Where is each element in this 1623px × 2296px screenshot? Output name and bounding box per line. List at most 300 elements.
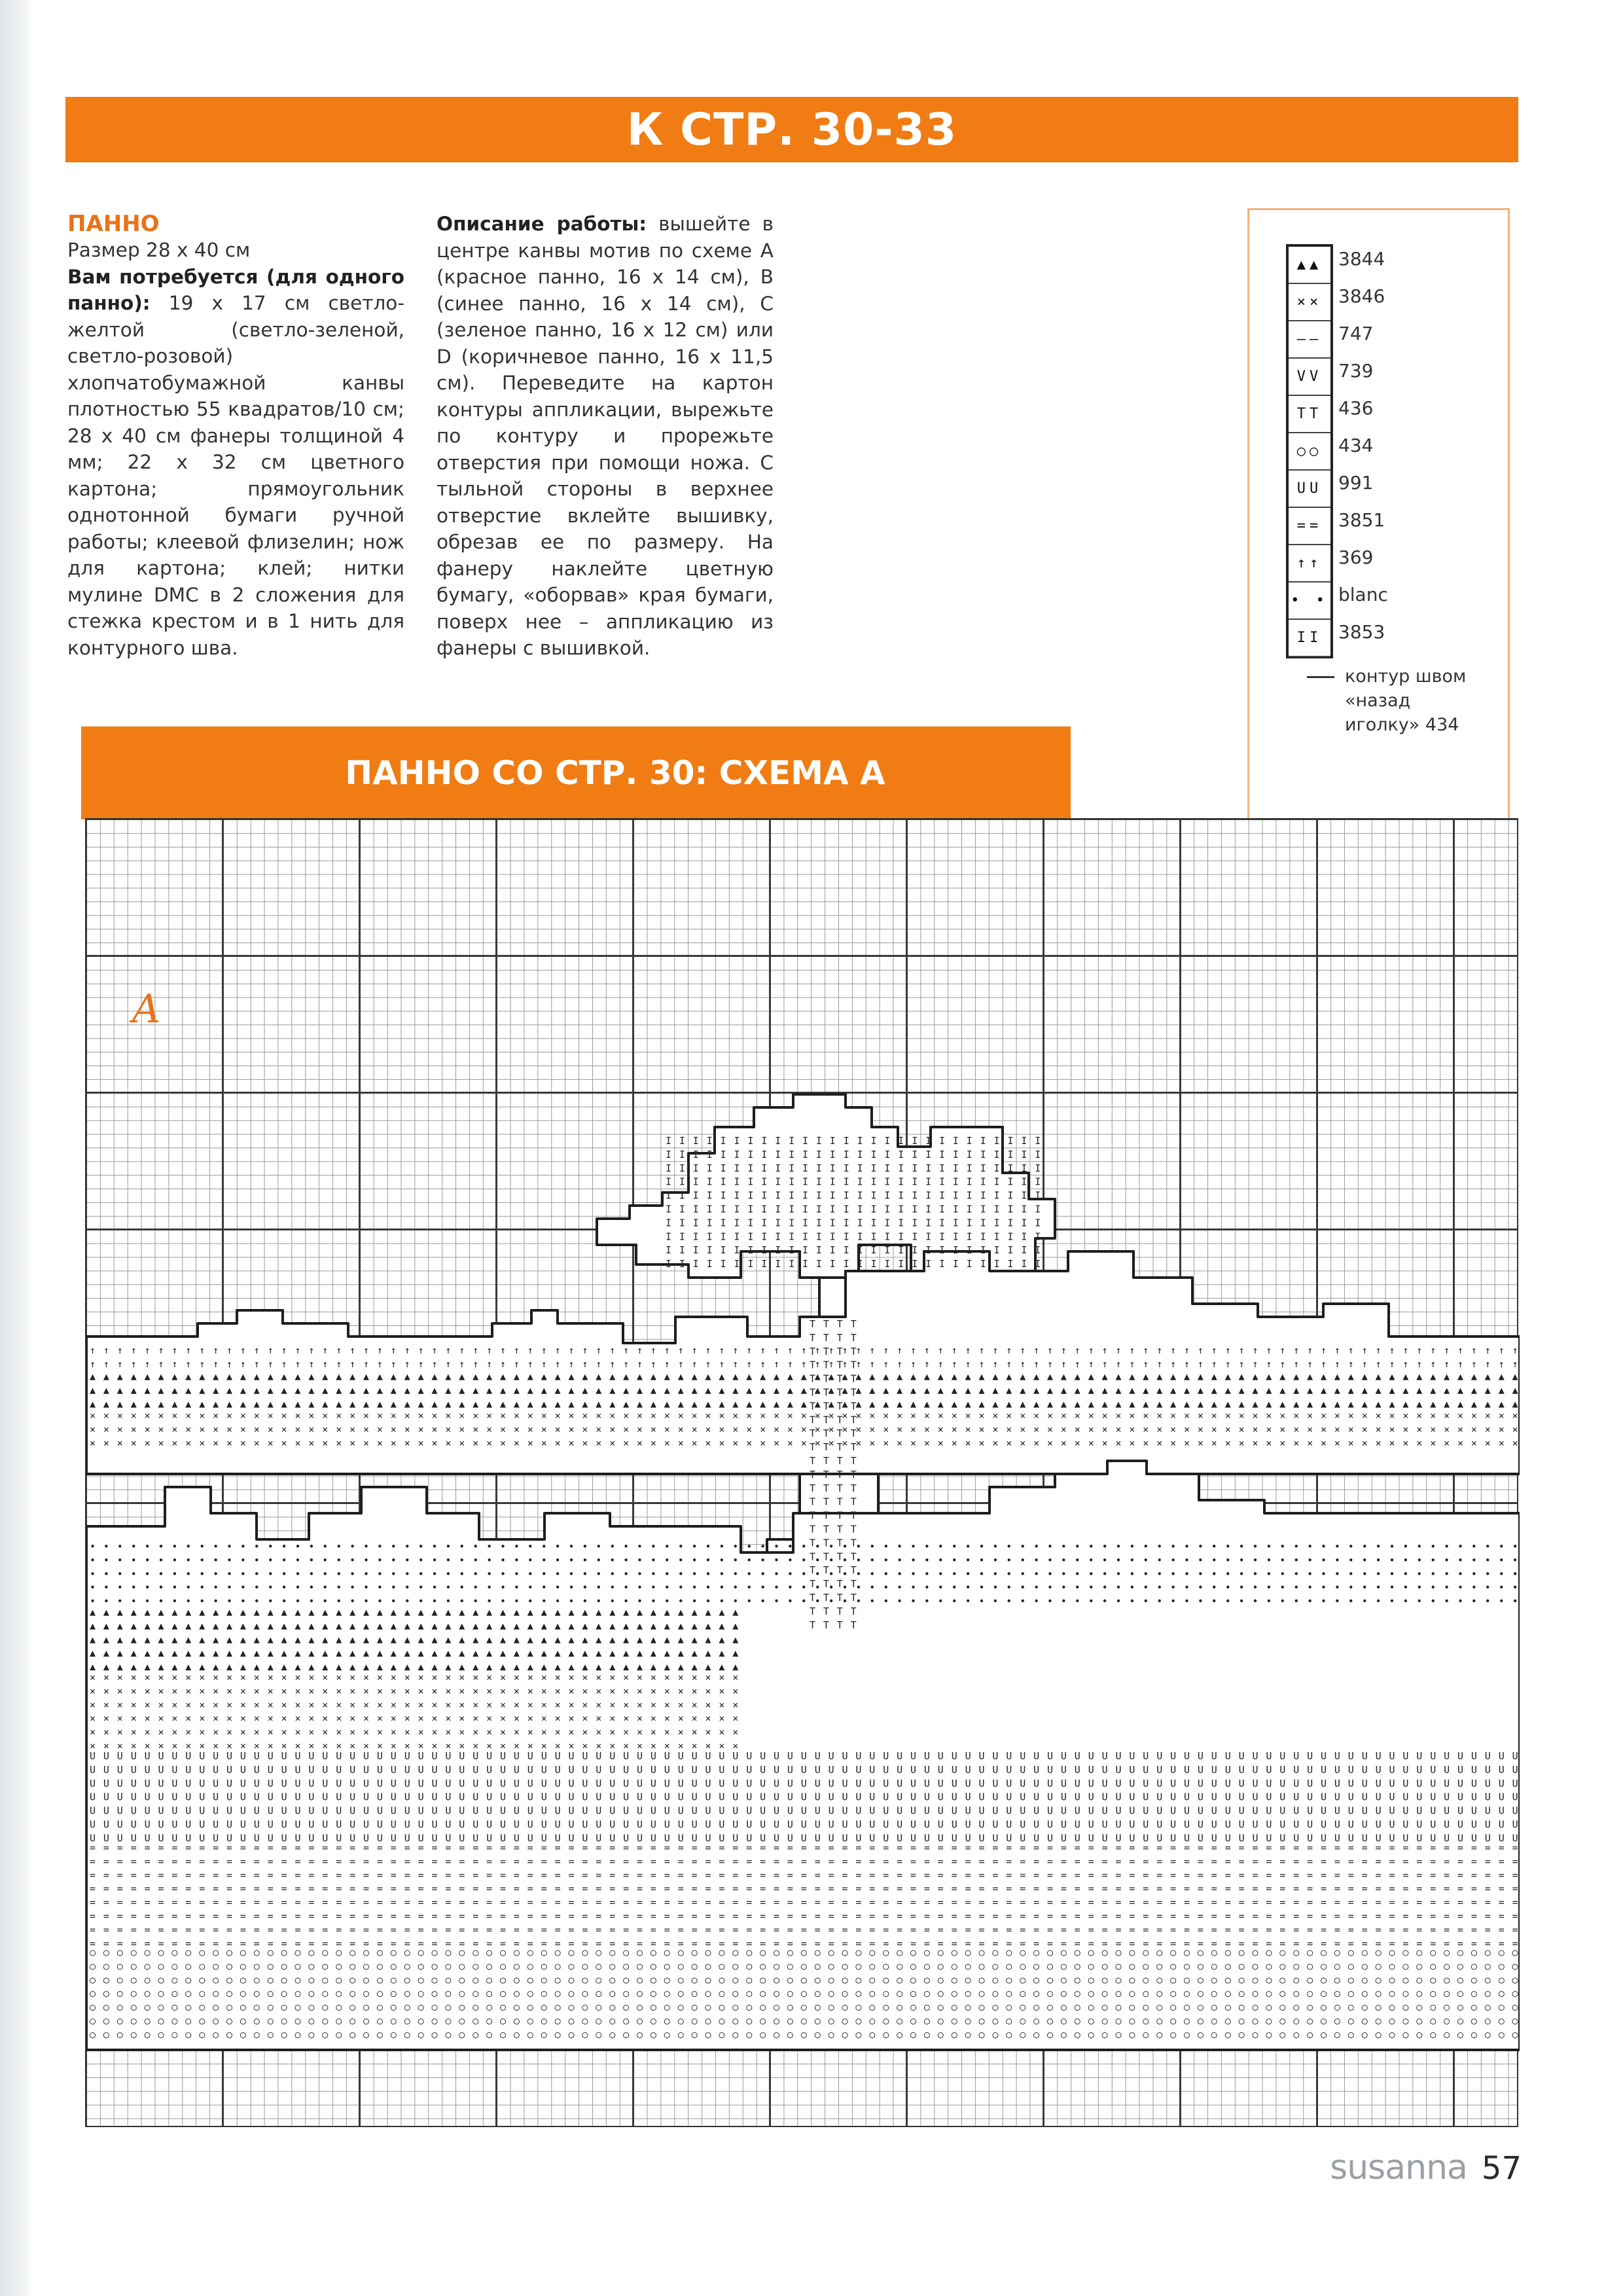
stitch-symbol: = [937,1842,944,1854]
stitch-symbol: • [158,1581,164,1594]
stitch-symbol: • [1020,1568,1026,1580]
stitch-symbol: U [1006,1750,1012,1762]
stitch-symbol: • [1129,1568,1135,1580]
stitch-symbol: ▲ [376,1633,383,1645]
stitch-symbol: ▲ [349,1371,356,1382]
stitch-symbol: • [1088,1554,1094,1566]
stitch-symbol: ○ [281,1973,287,1986]
stitch-symbol: × [719,1437,725,1449]
stitch-symbol: × [473,1685,479,1697]
stitch-symbol: ○ [1211,2028,1217,2041]
stitch-symbol: • [1115,1581,1122,1594]
stitch-symbol: × [390,1672,397,1683]
stitch-symbol: ○ [445,1960,452,1972]
stitch-symbol: U [376,1777,383,1789]
stitch-symbol: ▲ [363,1397,370,1410]
stitch-symbol: U [226,1777,233,1789]
stitch-symbol: U [103,1750,109,1762]
stitch-symbol: ↑ [1266,1357,1272,1370]
stitch-symbol: U [1307,1750,1313,1762]
legend-swatch-3853: II [1289,620,1330,657]
stitch-symbol: = [1101,1842,1108,1854]
stitch-symbol: ○ [897,2015,903,2027]
stitch-symbol: = [582,1896,588,1909]
stitch-symbol: = [923,1910,930,1922]
stitch-symbol: • [1279,1581,1286,1594]
stitch-symbol: = [1143,1855,1149,1867]
stitch-symbol: × [445,1423,452,1435]
stitch-symbol: I [1007,1217,1014,1229]
stitch-symbol: = [431,1882,438,1895]
stitch-symbol: ▲ [705,1397,711,1410]
stitch-symbol: ○ [90,1960,96,1972]
stitch-symbol: = [1402,1842,1409,1854]
stitch-symbol: = [691,1882,698,1895]
stitch-symbol: U [253,1818,260,1831]
stitch-symbol: • [130,1595,137,1607]
stitch-symbol: × [582,1698,588,1711]
stitch-symbol: ○ [719,2028,725,2041]
stitch-symbol: U [1334,1818,1340,1831]
stitch-symbol: ▲ [951,1371,957,1382]
stitch-symbol: × [459,1437,465,1449]
stitch-symbol: ▲ [363,1606,370,1618]
stitch-symbol: U [677,1818,684,1831]
stitch-symbol: • [609,1554,616,1566]
stitch-symbol: U [596,1818,602,1831]
stitch-symbol: ▲ [992,1371,999,1382]
stitch-symbol: ▲ [486,1606,493,1618]
stitch-symbol: ↑ [1156,1344,1163,1356]
stitch-symbol: ▲ [760,1397,766,1410]
stitch-symbol: U [1170,1818,1177,1831]
stitch-symbol: × [1361,1437,1368,1449]
stitch-symbol: = [459,1924,465,1936]
stitch-symbol: • [1184,1568,1190,1580]
stitch-symbol: • [1101,1554,1108,1566]
stitch-symbol: T [836,1578,843,1590]
stitch-symbol: ○ [1375,2028,1382,2041]
stitch-symbol: I [734,1217,740,1229]
stitch-symbol: = [842,1910,848,1922]
stitch-symbol: I [1035,1258,1041,1270]
stitch-symbol: = [1321,1855,1327,1867]
stitch-symbol: ↑ [732,1344,739,1356]
stitch-symbol: = [787,1882,793,1895]
stitch-symbol: • [910,1595,917,1607]
stitch-symbol: ▲ [609,1384,616,1396]
stitch-symbol: ▲ [677,1397,684,1410]
stitch-symbol: • [1143,1595,1149,1607]
stitch-symbol: × [103,1423,109,1435]
stitch-symbol: I [939,1135,946,1147]
stitch-symbol: • [1430,1568,1436,1580]
stitch-symbol: × [418,1726,424,1738]
stitch-symbol: T [810,1468,816,1480]
stitch-symbol: I [925,1203,932,1215]
stitch-symbol: U [213,1777,219,1789]
stitch-symbol: × [349,1685,356,1697]
stitch-symbol: ○ [253,2001,260,2013]
stitch-symbol: • [1321,1541,1327,1552]
stitch-symbol: U [185,1832,192,1844]
stitch-symbol: = [1101,1855,1108,1867]
stitch-symbol: • [1457,1595,1464,1607]
stitch-symbol: U [677,1804,684,1817]
stitch-symbol: ▲ [431,1633,438,1645]
stitch-symbol: U [1293,1750,1300,1762]
stitch-symbol: • [554,1595,561,1607]
stitch-symbol: = [677,1855,684,1867]
stitch-symbol: • [650,1541,656,1552]
stitch-symbol: × [1143,1410,1149,1422]
stitch-symbol: × [349,1740,356,1752]
stitch-symbol: ○ [90,1946,96,1958]
stitch-symbol: U [1498,1791,1505,1803]
stitch-symbol: ○ [1006,1973,1012,1986]
stitch-symbol: • [158,1554,164,1566]
stitch-symbol: = [869,1896,876,1909]
stitch-symbol: × [240,1740,246,1752]
stitch-symbol: × [185,1740,192,1752]
stitch-symbol: = [650,1924,656,1936]
stitch-symbol: ▲ [500,1606,507,1618]
stitch-symbol: ○ [267,2015,274,2027]
stitch-symbol: ↑ [185,1344,192,1356]
stitch-symbol: ↑ [828,1357,834,1370]
stitch-symbol: ▲ [116,1384,123,1396]
stitch-symbol: U [418,1804,424,1817]
stitch-symbol: ▲ [322,1371,329,1382]
stitch-symbol: ○ [609,2001,616,2013]
stitch-symbol: U [650,1777,656,1789]
stitch-symbol: ○ [308,2001,315,2013]
stitch-symbol: U [445,1791,452,1803]
legend-outline-note: контур швом «назад иголку» 434 [1345,666,1467,735]
stitch-symbol: U [992,1763,999,1776]
stitch-symbol: U [1416,1818,1423,1831]
stitch-symbol: T [836,1414,843,1426]
stitch-symbol: U [513,1777,520,1789]
stitch-symbol: = [664,1896,670,1909]
stitch-symbol: ○ [746,2001,753,2013]
stitch-symbol: U [814,1791,821,1803]
stitch-symbol: • [828,1541,834,1552]
stitch-symbol: = [923,1842,930,1854]
stitch-symbol: I [952,1148,959,1160]
stitch-symbol: ○ [1266,1960,1272,1972]
stitch-symbol: U [937,1804,944,1817]
stitch-symbol: U [1484,1763,1491,1776]
stitch-symbol: • [90,1541,96,1552]
stitch-symbol: ▲ [144,1619,151,1632]
stitch-symbol: = [1293,1869,1300,1881]
stitch-symbol: U [390,1763,397,1776]
stitch-symbol: ○ [144,1973,151,1986]
stitch-symbol: × [404,1740,410,1752]
stitch-symbol: ↑ [363,1344,370,1356]
stitch-symbol: ○ [500,2001,507,2013]
stitch-symbol: = [1471,1842,1477,1854]
stitch-symbol: I [679,1148,685,1160]
stitch-symbol: ○ [144,2015,151,2027]
stitch-symbol: • [308,1568,315,1580]
stitch-symbol: ○ [459,1973,465,1986]
stitch-symbol: ▲ [1347,1397,1354,1410]
stitch-symbol: U [486,1777,493,1789]
stitch-symbol: ○ [1047,1973,1054,1986]
stitch-symbol: T [836,1496,843,1508]
stitch-symbol: ▲ [90,1384,96,1396]
stitch-symbol: ○ [336,2028,342,2041]
stitch-symbol: ▲ [814,1384,821,1396]
stitch-symbol: × [705,1685,711,1697]
stitch-symbol: ▲ [390,1397,397,1410]
stitch-symbol: T [836,1318,843,1330]
stitch-symbol: • [842,1554,848,1566]
stitch-symbol: T [850,1468,857,1480]
stitch-symbol: U [596,1763,602,1776]
stitch-symbol: • [965,1541,971,1552]
stitch-symbol: ○ [1197,2015,1204,2027]
stitch-symbol: • [1416,1581,1423,1594]
stitch-symbol: U [390,1777,397,1789]
stitch-symbol: ○ [322,1973,329,1986]
stitch-symbol: × [486,1437,493,1449]
stitch-symbol: ○ [1375,1960,1382,1972]
stitch-symbol: × [1293,1437,1300,1449]
stitch-symbol: • [513,1554,520,1566]
stitch-symbol: • [951,1568,957,1580]
stitch-symbol: ○ [226,1960,233,1972]
stitch-symbol: U [1498,1750,1505,1762]
stitch-symbol: ○ [199,1973,205,1986]
stitch-symbol: • [199,1568,205,1580]
stitch-symbol: I [666,1217,672,1229]
stitch-symbol: ↑ [130,1344,137,1356]
stitch-symbol: × [513,1726,520,1738]
stitch-symbol: • [923,1595,930,1607]
stitch-symbol: U [1143,1832,1149,1844]
stitch-symbol: • [760,1568,766,1580]
stitch-symbol: ▲ [527,1633,533,1645]
stitch-symbol: = [623,1924,630,1936]
stitch-symbol: = [1457,1869,1464,1881]
stitch-symbol: × [431,1437,438,1449]
stitch-symbol: ↑ [842,1357,848,1370]
stitch-symbol: ↑ [1074,1357,1080,1370]
stitch-symbol: U [130,1804,137,1817]
stitch-symbol: = [1471,1937,1477,1950]
stitch-symbol: U [1033,1818,1040,1831]
stitch-symbol: × [445,1685,452,1697]
stitch-symbol: × [1020,1437,1026,1449]
stitch-symbol: ▲ [267,1371,274,1382]
stitch-symbol: = [1347,1937,1354,1950]
stitch-symbol: U [869,1818,876,1831]
stitch-symbol: = [1471,1910,1477,1922]
stitch-symbol: × [185,1685,192,1697]
stitch-symbol: × [322,1423,329,1435]
stitch-symbol: • [1334,1554,1340,1566]
stitch-symbol: U [582,1804,588,1817]
stitch-symbol: • [541,1595,547,1607]
stitch-symbol: • [1238,1568,1245,1580]
stitch-symbol: ↑ [90,1344,96,1356]
stitch-symbol: × [910,1437,917,1449]
stitch-symbol: T [823,1592,829,1604]
stitch-symbol: ▲ [294,1397,301,1410]
stitch-symbol: ↑ [1020,1344,1026,1356]
stitch-symbol: = [281,1855,287,1867]
stitch-symbol: ▲ [363,1660,370,1673]
stitch-symbol: • [213,1554,219,1566]
stitch-symbol: ▲ [281,1660,287,1673]
stitch-symbol: U [185,1763,192,1776]
stitch-symbol: = [869,1924,876,1936]
stitch-symbol: • [90,1581,96,1594]
stitch-symbol: I [1035,1217,1041,1229]
stitch-symbol: × [240,1437,246,1449]
stitch-symbol: ○ [144,1946,151,1958]
stitch-symbol: ↑ [1347,1344,1354,1356]
stitch-symbol: ○ [937,2015,944,2027]
stitch-symbol: × [596,1698,602,1711]
stitch-symbol: ▲ [1321,1384,1327,1396]
stitch-symbol: ▲ [554,1371,561,1382]
stitch-symbol: U [842,1804,848,1817]
stitch-symbol: U [568,1818,575,1831]
stitch-symbol: ▲ [1307,1371,1313,1382]
stitch-symbol: ▲ [855,1384,862,1396]
stitch-symbol: = [486,1924,493,1936]
stitch-symbol: T [836,1619,843,1631]
stitch-symbol: × [609,1672,616,1683]
stitch-symbol: = [267,1842,274,1854]
stitch-symbol: = [554,1896,561,1909]
stitch-symbol: ▲ [253,1660,260,1673]
stitch-symbol: = [1020,1937,1026,1950]
stitch-symbol: ○ [568,2001,575,2013]
stitch-symbol: ○ [253,1973,260,1986]
stitch-symbol: ▲ [473,1384,479,1396]
stitch-symbol: • [1224,1541,1231,1552]
stitch-symbol: ▲ [650,1647,656,1659]
stitch-symbol: = [1321,1937,1327,1950]
stitch-symbol: U [1129,1804,1135,1817]
stitch-symbol: I [815,1217,822,1229]
stitch-symbol: ▲ [842,1397,848,1410]
stitch-symbol: U [623,1818,630,1831]
stitch-symbol: • [199,1595,205,1607]
stitch-symbol: × [130,1437,137,1449]
stitch-symbol: U [869,1832,876,1844]
stitch-symbol: × [281,1410,287,1422]
stitch-symbol: = [1129,1910,1135,1922]
stitch-symbol: I [870,1148,877,1160]
stitch-symbol: × [473,1410,479,1422]
stitch-symbol: T [823,1455,829,1467]
stitch-symbol: • [1238,1595,1245,1607]
stitch-symbol: ○ [1471,1946,1477,1958]
stitch-symbol: = [719,1882,725,1895]
stitch-symbol: ○ [240,1973,246,1986]
stitch-symbol: × [623,1698,630,1711]
stitch-symbol: I [775,1217,781,1229]
stitch-symbol: ↑ [1197,1357,1204,1370]
stitch-symbol: = [199,1937,205,1950]
stitch-symbol: × [883,1423,889,1435]
stitch-symbol: U [910,1804,917,1817]
stitch-symbol: U [951,1750,957,1762]
stitch-symbol: I [666,1203,672,1215]
stitch-symbol: • [1252,1541,1258,1552]
stitch-symbol: ○ [992,2001,999,2013]
stitch-symbol: × [1512,1410,1518,1422]
stitch-symbol: ▲ [199,1397,205,1410]
stitch-symbol: = [978,1924,985,1936]
stitch-symbol: ▲ [513,1606,520,1618]
stitch-symbol: U [1471,1750,1477,1762]
stitch-symbol: I [720,1175,726,1188]
stitch-symbol: ▲ [308,1606,315,1618]
page-footer [1330,2148,1522,2187]
stitch-symbol: × [294,1712,301,1725]
legend-swatch-3844: ▲▲ [1289,247,1330,284]
stitch-symbol: T [823,1537,829,1549]
stitch-symbol: U [1060,1818,1067,1831]
stitch-symbol: ○ [1020,2015,1026,2027]
stitch-symbol: U [336,1777,342,1789]
stitch-symbol: ▲ [705,1660,711,1673]
stitch-symbol: I [706,1189,713,1202]
stitch-symbol: × [923,1437,930,1449]
stitch-symbol: = [376,1924,383,1936]
stitch-symbol: ↑ [637,1344,643,1356]
stitch-symbol: ▲ [1115,1397,1122,1410]
stitch-symbol: × [1498,1423,1505,1435]
stitch-symbol: ↑ [144,1357,151,1370]
stitch-symbol: ↑ [486,1344,493,1356]
stitch-symbol: × [1115,1410,1122,1422]
stitch-symbol: U [923,1750,930,1762]
stitch-symbol: = [1375,1924,1382,1936]
stitch-symbol: • [267,1581,274,1594]
stitch-symbol: = [1498,1924,1505,1936]
stitch-symbol: • [691,1568,698,1580]
stitch-symbol: U [431,1777,438,1789]
stitch-symbol: I [734,1258,740,1270]
stitch-symbol: ▲ [281,1633,287,1645]
stitch-symbol: ○ [1047,1960,1054,1972]
stitch-symbol: ○ [349,1987,356,2000]
stitch-symbol: U [390,1804,397,1817]
stitch-symbol: ○ [746,1960,753,1972]
stitch-symbol: U [1444,1763,1450,1776]
stitch-symbol: × [1033,1437,1040,1449]
stitch-symbol: = [240,1855,246,1867]
stitch-symbol: = [1074,1910,1080,1922]
stitch-symbol: ▲ [1238,1384,1245,1396]
stitch-symbol: ▲ [1170,1371,1177,1382]
stitch-symbol: ↑ [1444,1357,1450,1370]
stitch-symbol: = [1033,1869,1040,1881]
stitch-symbol: = [869,1882,876,1895]
stitch-symbol: × [609,1437,616,1449]
stitch-symbol: ○ [787,2028,793,2041]
stitch-symbol: I [706,1162,713,1174]
stitch-symbol: ○ [746,1987,753,2000]
